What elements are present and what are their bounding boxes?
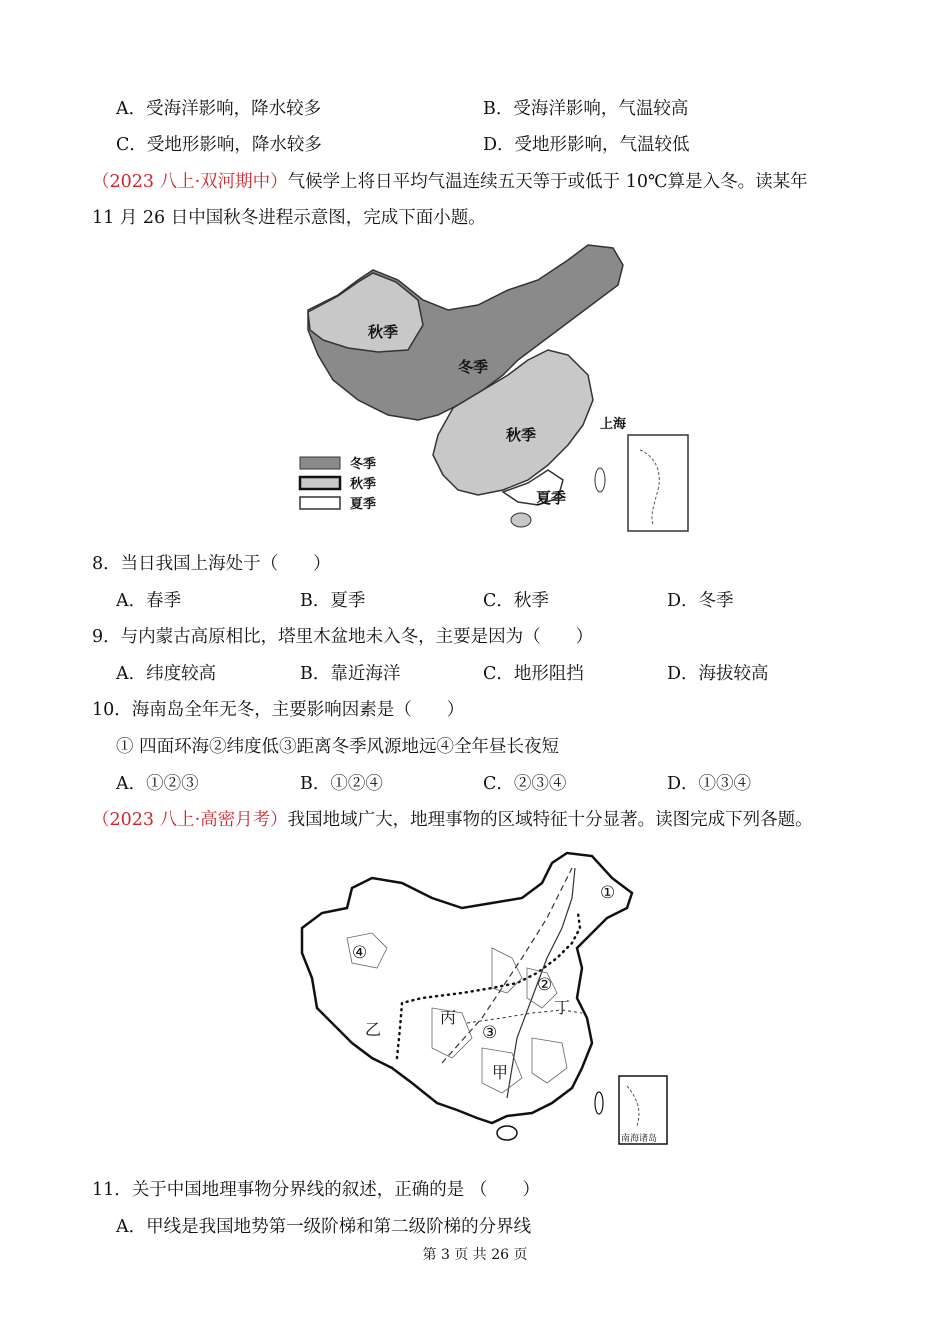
intro-text-2: 我国地域广大，地理事物的区域特征十分显著。读图完成下列各题。 [287, 810, 813, 830]
q10-option-b: B．①②④ [300, 774, 383, 794]
option-d: D．受地形影响，气温较低 [483, 135, 690, 155]
label-circle-3: ③ [482, 1023, 498, 1043]
q11-stem: 11．关于中国地理事物分界线的叙述，正确的是 （ ） [92, 1180, 540, 1200]
q10-option-d: D．①③④ [667, 774, 752, 794]
legend-label-summer: 夏季 [350, 497, 377, 512]
legend-swatch-winter [300, 457, 340, 469]
legend-label-autumn: 秋季 [350, 477, 377, 492]
q10-stem: 10．海南岛全年无冬，主要影响因素是（ ） [92, 700, 465, 720]
label-autumn-west: 秋季 [368, 323, 399, 341]
option-b: B．受海洋影响，气温较高 [483, 99, 689, 119]
q8-option-d: D．冬季 [667, 591, 734, 611]
legend-swatch-summer [300, 497, 340, 509]
label-circle-2: ② [537, 975, 553, 995]
inset-label: 南海诸岛 [621, 1134, 658, 1144]
label-autumn-south: 秋季 [506, 426, 537, 444]
label-summer: 夏季 [536, 489, 567, 507]
q8-stem: 8．当日我国上海处于（ ） [92, 554, 331, 574]
q9-stem: 9．与内蒙古高原相比，塔里木盆地未入冬，主要是因为（ ） [92, 627, 594, 647]
q11-option-a: A．甲线是我国地势第一级阶梯和第二级阶梯的分界线 [116, 1217, 532, 1237]
label-ding: 丁 [554, 998, 571, 1017]
china-outline [302, 853, 632, 1123]
q8-option-a: A．春季 [116, 591, 182, 611]
q9-option-d: D．海拔较高 [667, 664, 769, 684]
season-map [278, 240, 692, 536]
intro-paragraph-1 [92, 170, 808, 194]
q8-option-b: B．夏季 [300, 591, 366, 611]
intro-paragraph-1-cont: 11 月 26 日中国秋冬进程示意图，完成下面小题。 [92, 208, 486, 228]
dashed-line [442, 868, 572, 1063]
label-shanghai: 上海 [600, 417, 627, 432]
label-circle-1: ① [600, 883, 616, 903]
source-label: （2023 八上·双河期中） [92, 172, 288, 192]
q10-option-a: A．①②③ [116, 774, 199, 794]
legend-label-winter: 冬季 [350, 457, 377, 472]
label-winter: 冬季 [458, 358, 489, 376]
q8-option-c: C．秋季 [483, 591, 549, 611]
option-c: C．受地形影响，降水较多 [116, 135, 322, 155]
page-footer: 第 3 页 共 26 页 [422, 1247, 528, 1263]
label-bing: 丙 [440, 1008, 457, 1027]
q9-option-a: A．纬度较高 [116, 664, 217, 684]
q9-option-c: C．地形阻挡 [483, 664, 584, 684]
label-jia: 甲 [492, 1063, 509, 1082]
intro-text: 气候学上将日平均气温连续五天等于或低于 10℃算是入冬。读某年 [287, 172, 808, 192]
source-label-2: （2023 八上·高密月考） [92, 810, 288, 830]
q10-option-c: C．②③④ [483, 774, 567, 794]
q10-factors: ① 四面环海②纬度低③距离冬季风源地远④全年昼长夜短 [116, 737, 560, 757]
label-yi: 乙 [365, 1020, 382, 1039]
label-circle-4: ④ [352, 943, 368, 963]
intro-paragraph-2 [92, 808, 813, 832]
boundary-map [292, 848, 672, 1148]
legend-swatch-autumn [300, 477, 340, 489]
q9-option-b: B．靠近海洋 [300, 664, 401, 684]
option-a: A．受海洋影响，降水较多 [116, 99, 322, 119]
